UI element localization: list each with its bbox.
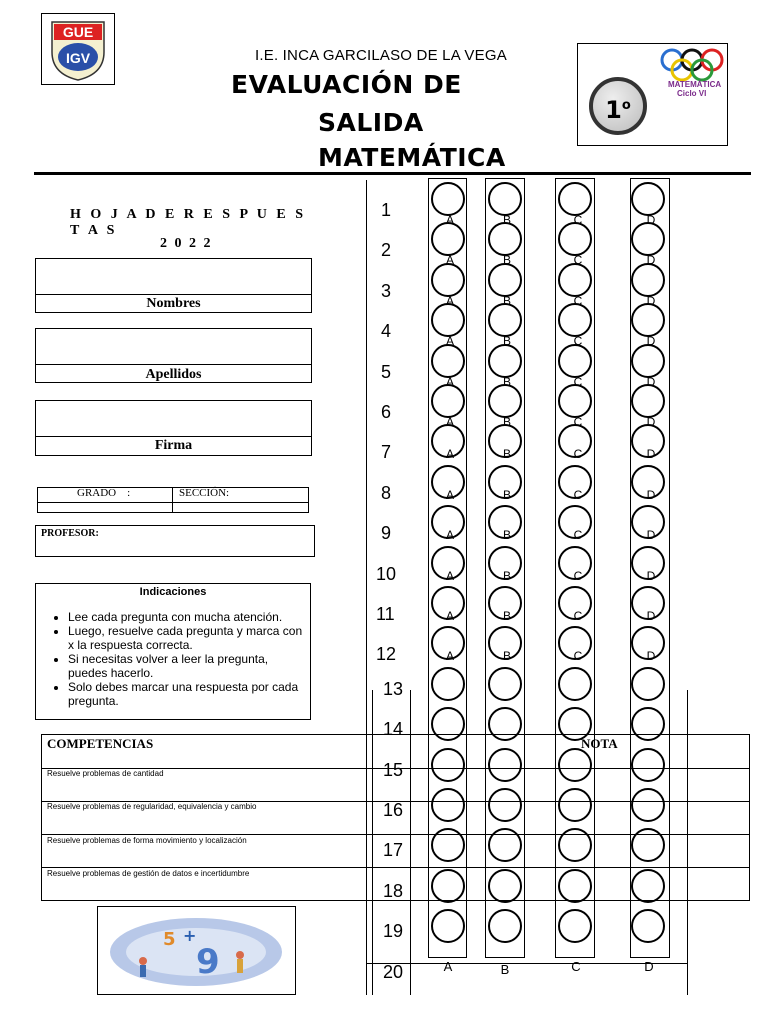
answer-bubble-c[interactable] (558, 303, 592, 337)
question-number: 2 (381, 240, 392, 261)
question-number: 3 (381, 280, 392, 301)
answer-bubble-b[interactable] (488, 748, 522, 782)
logo-caption-1: MATEMÁTICA (668, 80, 722, 89)
answer-bubble-c[interactable] (558, 344, 592, 378)
math-rings-icon (658, 46, 726, 84)
option-footer-label: A (443, 958, 453, 974)
answer-bubble-c[interactable] (558, 182, 592, 216)
answer-bubble-b[interactable] (488, 344, 522, 378)
question-number: 10 (376, 563, 397, 584)
answer-bubble-a[interactable] (431, 303, 465, 337)
logo-left-top-text: GUE (62, 24, 94, 40)
bubble-letter: D (646, 415, 656, 429)
answer-bubble-c[interactable] (558, 667, 592, 701)
apellidos-label: Apellidos (145, 367, 202, 382)
bubble-letter: C (573, 253, 583, 268)
indicaciones-list (36, 610, 310, 708)
competencias-header: COMPETENCIAS (47, 736, 154, 751)
answer-bubble-b[interactable] (488, 303, 522, 337)
bubble-letter: A (445, 213, 454, 227)
svg-text:9: 9 (196, 942, 220, 982)
question-number: 20 (383, 961, 404, 982)
bubble-letter: A (445, 649, 454, 664)
bubble-letter: B (502, 253, 511, 268)
bubble-letter: A (445, 415, 454, 429)
bubble-letter: D (646, 609, 656, 623)
bubble-letter: C (573, 447, 583, 462)
title-line-2: SALIDA (318, 108, 424, 137)
answer-bubble-a[interactable] (431, 344, 465, 378)
bubble-letter: C (573, 334, 583, 349)
bubble-letter: D (646, 253, 656, 268)
question-number: 5 (381, 361, 392, 382)
indicaciones-box (35, 583, 311, 720)
answer-bubble-c[interactable] (558, 909, 592, 943)
bubble-letter: D (646, 213, 656, 227)
competencia-row: Resuelve problemas de cantidad (47, 769, 164, 778)
bubble-letter: B (502, 447, 511, 462)
answer-bubble-c[interactable] (558, 707, 592, 741)
bubble-letter: B (502, 487, 511, 502)
bubble-letter: C (573, 293, 583, 308)
question-number: 14 (383, 719, 404, 740)
competencia-row: Resuelve problemas de forma movimiento y localización (47, 836, 247, 845)
answer-bubble-a[interactable] (431, 667, 465, 701)
nota-header: NOTA (581, 736, 618, 751)
sheet-year: 2 0 2 2 (160, 236, 213, 251)
question-number: 19 (383, 921, 404, 942)
answer-bubble-d[interactable] (631, 182, 665, 216)
answer-bubble-d[interactable] (631, 263, 665, 297)
answer-bubble-b[interactable] (488, 707, 522, 741)
bubble-letter: C (573, 415, 583, 429)
question-number: 6 (381, 402, 392, 422)
indicacion-item: • Si necesitas volver a leer la pregunta, puedes hacerlo. (68, 652, 310, 680)
bubble-letter: C (573, 609, 583, 623)
bubble-letter: D (646, 487, 656, 502)
competencia-row: Resuelve problemas de regularidad, equivalencia y cambio (47, 802, 257, 811)
answer-bubble-d[interactable] (631, 384, 665, 418)
bubble-letter: A (445, 528, 454, 543)
bubble-letter: A (445, 374, 454, 389)
bubble-letter: B (502, 609, 511, 623)
answer-bubble-b[interactable] (488, 384, 522, 418)
answer-bubble-a[interactable] (431, 707, 465, 741)
answer-bubble-b[interactable] (488, 667, 522, 701)
answer-bubble-c[interactable] (558, 384, 592, 418)
profesor-label: PROFESOR: (41, 528, 99, 539)
question-number: 13 (383, 678, 404, 699)
sheet-title: H O J A D E R E S P U E S T A S (70, 207, 307, 238)
bubble-letter: A (445, 447, 454, 462)
answer-bubble-d[interactable] (631, 707, 665, 741)
bubble-letter: A (445, 568, 454, 583)
answer-bubble-c[interactable] (558, 263, 592, 297)
question-number: 4 (381, 321, 392, 342)
bubble-letter: D (646, 649, 656, 664)
bubble-letter: C (573, 213, 583, 227)
question-number: 9 (381, 523, 392, 544)
answer-bubble-a[interactable] (431, 263, 465, 297)
answer-bubble-d[interactable] (631, 344, 665, 378)
title-line-3: MATEMÁTICA (318, 143, 506, 172)
answer-bubble-d[interactable] (631, 667, 665, 701)
answer-bubble-d[interactable] (631, 748, 665, 782)
answer-bubble-b[interactable] (488, 909, 522, 943)
bubble-letter: B (502, 374, 511, 389)
question-number: 11 (376, 604, 395, 624)
option-footer-label: C (571, 958, 581, 974)
svg-text:5: 5 (163, 929, 176, 950)
answer-bubble-a[interactable] (431, 748, 465, 782)
answer-bubble-d[interactable] (631, 303, 665, 337)
bubble-letter: D (646, 334, 656, 349)
bubble-letter: B (502, 528, 511, 543)
answer-bubble-d[interactable] (631, 869, 665, 903)
bubble-letter: D (646, 293, 656, 308)
logo-left-center-text: IGV (65, 50, 91, 66)
bubble-letter: D (646, 528, 656, 543)
answer-bubble-b[interactable] (488, 182, 522, 216)
bubble-letter: A (445, 293, 454, 308)
question-number: 8 (381, 482, 392, 503)
bubble-letter: B (502, 293, 511, 308)
answer-bubble-a[interactable] (431, 869, 465, 903)
bubble-letter: A (445, 253, 454, 268)
bubble-letter: A (445, 609, 454, 623)
question-number: 7 (381, 442, 392, 463)
nombres-label: Nombres (146, 296, 201, 311)
bubble-letter: B (502, 334, 511, 349)
bubble-letter: B (502, 415, 511, 429)
answer-bubble-a[interactable] (431, 384, 465, 418)
answer-bubble-d[interactable] (631, 909, 665, 943)
answer-bubble-b[interactable] (488, 869, 522, 903)
question-number: 12 (376, 644, 397, 665)
title-line-1: EVALUACIÓN DE (231, 70, 462, 99)
option-footer-label: D (644, 958, 654, 974)
bubble-letter: D (646, 447, 656, 462)
answer-bubble-c[interactable] (558, 869, 592, 903)
bubble-letter: A (445, 334, 454, 349)
question-number: 15 (383, 759, 404, 780)
answer-bubble-b[interactable] (488, 788, 522, 822)
answer-bubble-a[interactable] (431, 909, 465, 943)
option-footer-label: B (500, 961, 510, 977)
answer-bubble-c[interactable] (558, 788, 592, 822)
answer-bubble-a[interactable] (431, 182, 465, 216)
bubble-letter: B (502, 568, 511, 583)
header-divider (34, 172, 751, 175)
grado-label: GRADO : (77, 487, 131, 499)
indicaciones-title: Indicaciones (139, 586, 207, 598)
answer-bubble-a[interactable] (431, 788, 465, 822)
question-number: 17 (383, 840, 404, 861)
question-number: 16 (383, 800, 404, 820)
bubble-letter: C (573, 568, 583, 583)
bubble-letter: B (502, 213, 511, 227)
bubble-letter: C (573, 487, 583, 502)
indicacion-item: • Solo debes marcar una respuesta por cada pregunta. (68, 680, 310, 708)
indicacion-item: • Lee cada pregunta con mucha atención. (68, 610, 310, 624)
question-number: 18 (383, 880, 404, 901)
question-number: 1 (381, 200, 392, 220)
math-illustration (97, 906, 296, 995)
bubble-letter: C (573, 374, 583, 389)
seccion-label: SECCIÓN: (179, 487, 230, 499)
bubble-letter: A (445, 487, 454, 502)
indicacion-item: • Luego, resuelve cada pregunta y marca con x la respuesta correcta. (68, 624, 310, 652)
logo-caption-2: Ciclo VI (677, 89, 707, 98)
grade-logo (577, 43, 728, 146)
school-logo (41, 13, 115, 85)
bubble-letter: D (646, 568, 656, 583)
bubble-letter: D (646, 374, 656, 389)
bubble-letter: C (573, 528, 583, 543)
answer-bubble-b[interactable] (488, 263, 522, 297)
bubble-letter: C (573, 649, 583, 664)
competencia-row: Resuelve problemas de gestión de datos e incertidumbre (47, 869, 250, 878)
grade-badge: 1$^o$ (589, 77, 647, 135)
school-name: I.E. INCA GARCILASO DE LA VEGA (255, 47, 507, 64)
answer-bubble-c[interactable] (558, 748, 592, 782)
bubble-letter: B (502, 649, 511, 664)
svg-text:+: + (183, 926, 197, 945)
firma-label: Firma (154, 438, 193, 453)
answer-bubble-d[interactable] (631, 788, 665, 822)
